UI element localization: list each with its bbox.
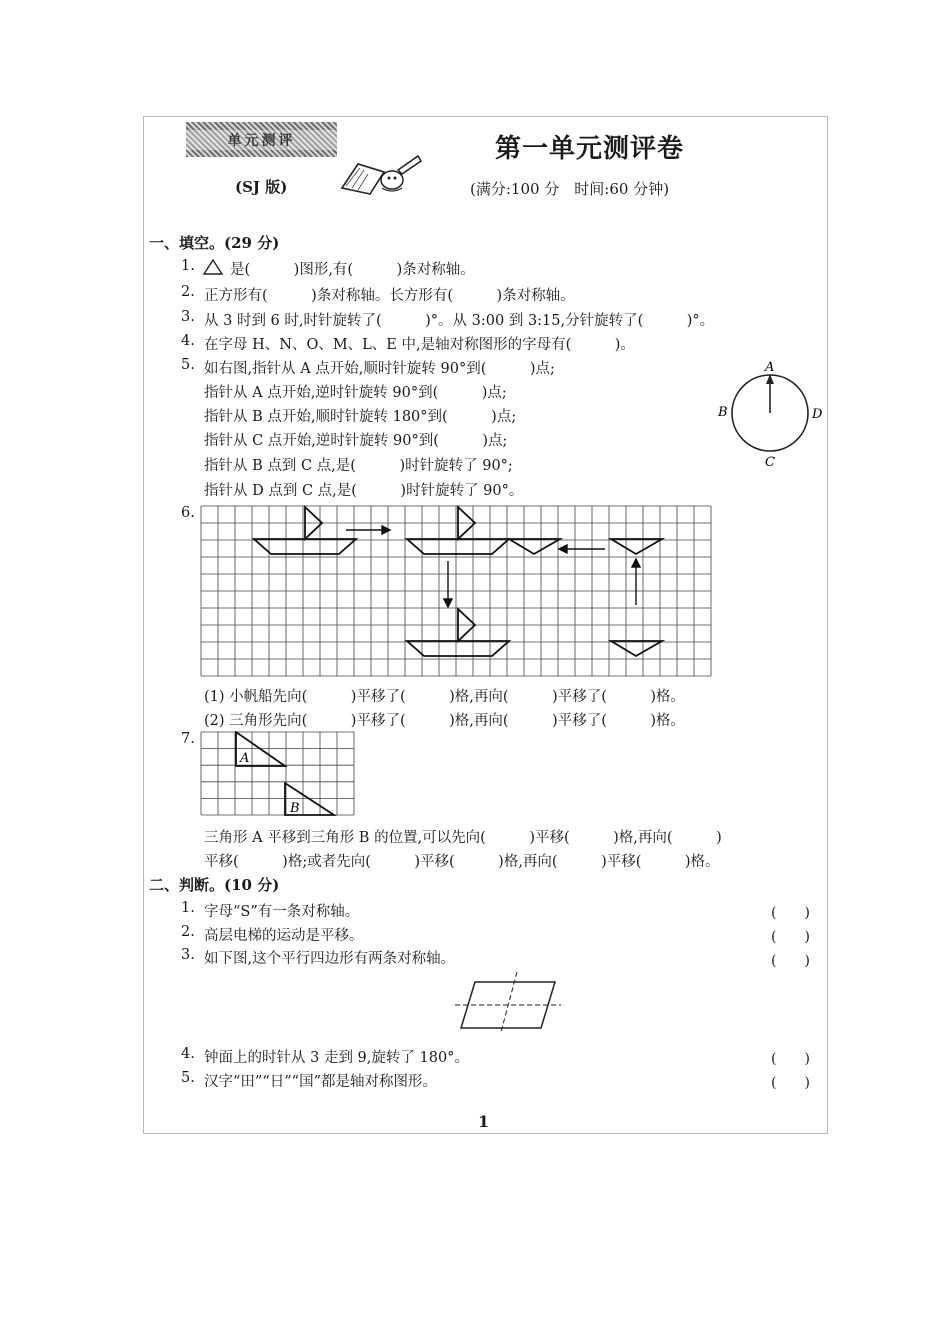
judge-number: 3. xyxy=(181,947,195,963)
q6-sub1: (1) 小帆船先向( )平移了( )格,再向( )平移了( )格。 xyxy=(204,689,686,705)
q5-line: 指针从 B 点到 C 点,是( )时针旋转了 90°; xyxy=(204,458,513,474)
clock-diagram xyxy=(712,358,828,472)
clock-label-b: B xyxy=(718,405,728,420)
judge-number: 5. xyxy=(181,1070,195,1086)
page-title: 第一单元测评卷 xyxy=(495,134,685,164)
triangle-label-b: B xyxy=(290,801,300,816)
edition-label: (SJ 版) xyxy=(235,178,288,196)
judge-number: 4. xyxy=(181,1046,195,1062)
q2-number: 2. xyxy=(181,284,195,300)
judge-text: 钟面上的时针从 3 走到 9,旋转了 180°。 xyxy=(204,1050,469,1066)
judge-number: 2. xyxy=(181,924,195,940)
answer-paren[interactable]: ( ) xyxy=(771,1075,810,1091)
book-mascot-icon xyxy=(338,148,424,196)
q5-line: 如右图,指针从 A 点开始,顺时针旋转 90°到( )点; xyxy=(204,361,555,377)
section1-heading: 一、填空。(29 分) xyxy=(149,234,280,252)
q7-line2: 平移( )格;或者先向( )平移( )格,再向( )平移( )格。 xyxy=(204,854,720,870)
answer-paren[interactable]: ( ) xyxy=(771,1051,810,1067)
judge-text: 汉字“田”“日”“国”都是轴对称图形。 xyxy=(204,1074,437,1090)
q5-line: 指针从 B 点开始,顺时针旋转 180°到( )点; xyxy=(204,409,517,425)
q1-text: 是( )图形,有( )条对称轴。 xyxy=(230,262,475,278)
page-number: 1 xyxy=(478,1112,490,1131)
q7-translation-grid xyxy=(200,731,356,817)
clock-label-d: D xyxy=(812,407,823,422)
score-time: (满分:100 分 时间:60 分钟) xyxy=(470,180,670,198)
answer-paren[interactable]: ( ) xyxy=(771,953,810,969)
q6-number: 6. xyxy=(181,505,195,521)
judge-text: 高层电梯的运动是平移。 xyxy=(204,928,364,944)
judge-number: 1. xyxy=(181,900,195,916)
q3-text: 从 3 时到 6 时,时针旋转了( )°。从 3:00 到 3:15,分针旋转了( )°。 xyxy=(204,313,715,329)
answer-paren[interactable]: ( ) xyxy=(771,905,810,921)
q3-number: 3. xyxy=(181,309,195,325)
triangle-icon xyxy=(202,258,224,276)
triangle-label-a: A xyxy=(240,751,250,766)
q2-text: 正方形有( )条对称轴。长方形有( )条对称轴。 xyxy=(204,288,575,304)
q6-sub2: (2) 三角形先向( )平移了( )格,再向( )平移了( )格。 xyxy=(204,713,686,729)
q7-line1: 三角形 A 平移到三角形 B 的位置,可以先向( )平移( )格,再向( ) xyxy=(204,830,722,846)
parallelogram-diagram xyxy=(455,970,565,1034)
judge-text: 如下图,这个平行四边形有两条对称轴。 xyxy=(204,951,456,967)
q4-number: 4. xyxy=(181,333,195,349)
answer-paren[interactable]: ( ) xyxy=(771,929,810,945)
section2-heading: 二、判断。(10 分) xyxy=(149,876,280,894)
q7-number: 7. xyxy=(181,731,195,747)
q5-line: 指针从 A 点开始,逆时针旋转 90°到( )点; xyxy=(204,385,507,401)
clock-label-c: C xyxy=(765,455,775,470)
q5-line: 指针从 D 点到 C 点,是( )时针旋转了 90°。 xyxy=(204,483,524,499)
q1-number: 1. xyxy=(181,258,195,274)
q4-text: 在字母 H、N、O、M、L、E 中,是轴对称图形的字母有( )。 xyxy=(204,337,635,353)
clock-label-a: A xyxy=(765,360,775,375)
judge-text: 字母“S”有一条对称轴。 xyxy=(204,904,360,920)
logo-text: 单元测评 xyxy=(186,130,337,150)
q5-number: 5. xyxy=(181,357,195,373)
q5-line: 指针从 C 点开始,逆时针旋转 90°到( )点; xyxy=(204,433,508,449)
logo-banner xyxy=(186,122,337,157)
q6-translation-grid xyxy=(200,505,718,677)
